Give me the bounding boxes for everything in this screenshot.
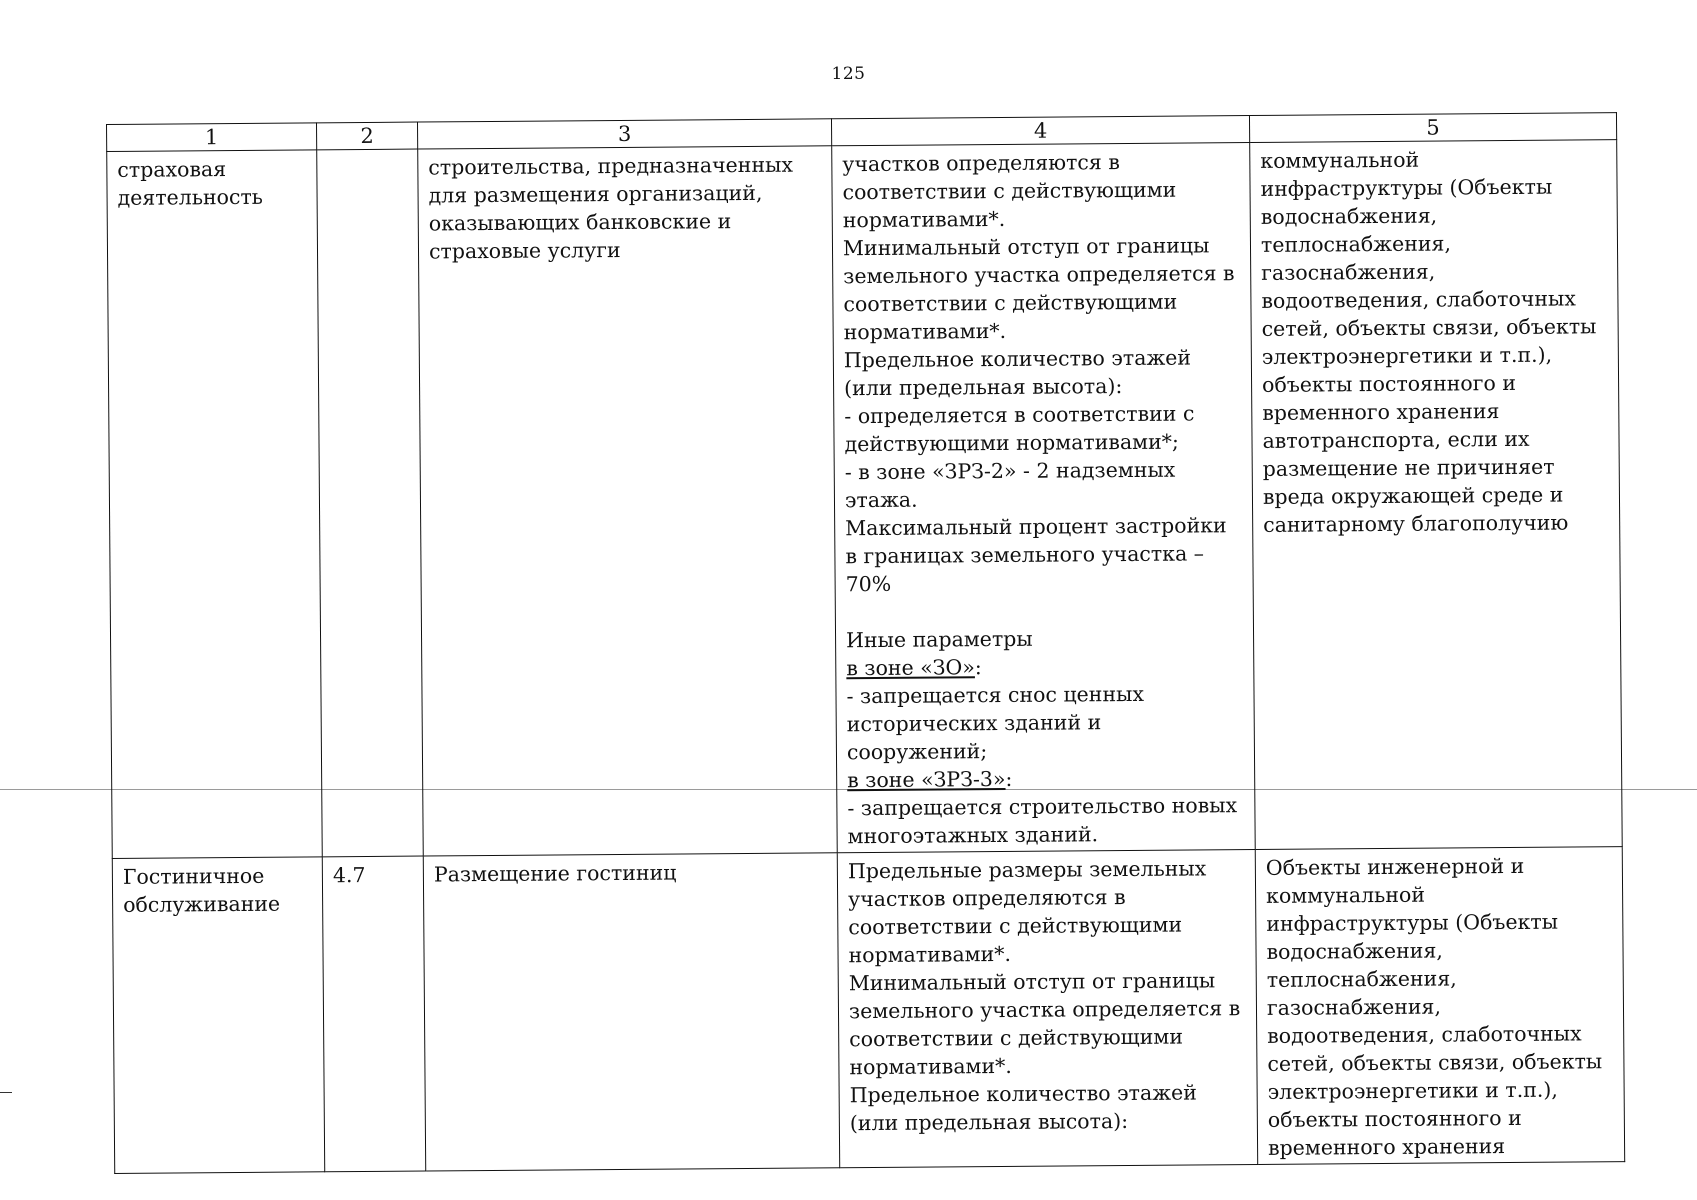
zone-zrz3-heading: в зоне «ЗРЗ-3»: bbox=[847, 766, 1013, 793]
zone-zrz3-label: в зоне «ЗРЗ-3» bbox=[847, 766, 1006, 793]
zone-zo-heading: в зоне «ЗО»: bbox=[846, 655, 982, 681]
page-number: 125 bbox=[831, 64, 866, 84]
parameter-line: Минимальный отступ от границы земельного участка определяется в соответствии с действующими нормативами*. bbox=[842, 233, 1235, 345]
header-col-1: 1 bbox=[107, 123, 317, 152]
header-col-3: 3 bbox=[417, 119, 831, 149]
blank-line bbox=[846, 595, 1243, 626]
use-type-cell: страховая деятельность bbox=[107, 150, 323, 859]
parameter-line: - определяется в соответствии с действующими нормативами*; bbox=[844, 401, 1195, 457]
auxiliary-uses-cell: коммунальной инфраструктуры (Объекты водоснабжения, теплоснабжения, газоснабжения, водоотведения, слаботочных сетей, объекты связи, объекты электроэнергетики и т.п.), объекты постоянного и временного хранения автотранспорта, если их размещение не причиняет вреда окружающей среде и санитарному благополучию bbox=[1250, 140, 1623, 850]
regulation-table bbox=[106, 112, 1625, 1174]
parameters-cell bbox=[832, 143, 1256, 853]
parameter-line: Предельное количество этажей (или предельная высота): bbox=[849, 1080, 1197, 1136]
parameter-line: - в зоне «ЗРЗ-2» - 2 надземных этажа. bbox=[844, 457, 1176, 513]
header-col-2: 2 bbox=[316, 122, 417, 150]
other-parameters-title: Иные параметры bbox=[845, 626, 1033, 653]
use-type-cell: Гостиничное обслуживание bbox=[112, 857, 324, 1174]
description-cell: Размещение гостиниц bbox=[423, 853, 839, 1171]
auxiliary-uses-cell: Объекты инженерной и коммунальной инфраструктуры (Объекты водоснабжения, теплоснабжения, газоснабжения, водоотведения, слаботочных сетей, объекты связи, объекты электроэнергетики и т.п.), объекты постоянного и временного хранения bbox=[1255, 847, 1624, 1165]
parameter-line: Минимальный отступ от границы земельного участка определяется в соответствии с действующими нормативами*. bbox=[848, 968, 1241, 1080]
parameter-line: Максимальный процент застройки в границах земельного участка – 70% bbox=[845, 513, 1227, 597]
zone-zo-rule: - запрещается снос ценных исторических зданий и сооружений; bbox=[846, 681, 1145, 765]
scan-artifact-tick bbox=[0, 1092, 12, 1093]
parameter-line: Предельные размеры земельных участков определяются в соответствии с действующими нормативами*. bbox=[847, 856, 1207, 968]
header-col-4: 4 bbox=[831, 116, 1249, 146]
zone-zrz3-rule: - запрещается строительство новых многоэтажных зданий. bbox=[847, 793, 1238, 849]
parameter-line: Предельное количество этажей (или предельная высота): bbox=[843, 345, 1192, 401]
table-row bbox=[112, 847, 1624, 1174]
description-cell: строительства, предназначенных для размещения организаций, оказывающих банковские и страховые услуги bbox=[418, 146, 838, 856]
code-cell: 4.7 bbox=[322, 856, 425, 1172]
header-col-5: 5 bbox=[1249, 113, 1616, 143]
parameters-cell bbox=[837, 849, 1257, 1167]
code-cell bbox=[317, 149, 424, 857]
zone-zo-label: в зоне «ЗО» bbox=[846, 655, 975, 681]
parameter-line: участков определяются в соответствии с действующими нормативами*. bbox=[842, 150, 1177, 233]
table-row bbox=[107, 140, 1623, 859]
